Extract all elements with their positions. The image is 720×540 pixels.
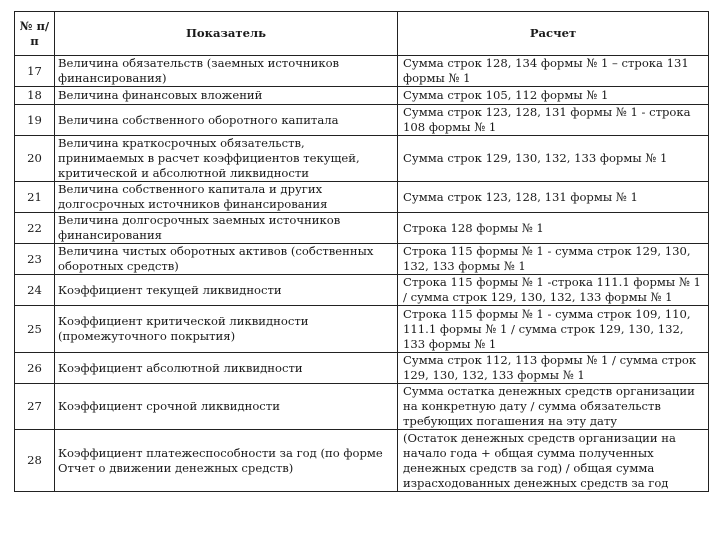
row-indicator: Коэффициент платежеспособности за год (по форме Отчет о движении денежных средств) [55, 430, 398, 492]
row-indicator: Величина краткосрочных обязательств, принимаемых в расчет коэффициентов текущей, критической и абсолютной ликвидности [55, 136, 398, 182]
table-row [15, 244, 709, 275]
table-row [15, 87, 709, 105]
row-indicator: Величина чистых оборотных активов (собственных оборотных средств) [55, 244, 398, 275]
table-body [15, 56, 709, 492]
row-indicator: Коэффициент абсолютной ликвидности [55, 353, 398, 384]
table-row [15, 306, 709, 353]
table-row [15, 182, 709, 213]
row-number: 26 [15, 353, 55, 384]
row-calculation: Сумма строк 112, 113 формы № 1 / сумма строк 129, 130, 132, 133 формы № 1 [398, 353, 709, 384]
row-number: 28 [15, 430, 55, 492]
row-number: 17 [15, 56, 55, 87]
table-header-row [15, 12, 709, 56]
row-indicator: Величина финансовых вложений [55, 87, 398, 105]
row-number: 20 [15, 136, 55, 182]
row-calculation: Строка 115 формы № 1 - сумма строк 109, 110, 111.1 формы № 1 / сумма строк 129, 130, 132, 133 формы № 1 [398, 306, 709, 353]
row-indicator: Величина собственного капитала и других долгосрочных источников финансирования [55, 182, 398, 213]
row-indicator: Коэффициент срочной ликвидности [55, 384, 398, 430]
table-row [15, 384, 709, 430]
row-number: 23 [15, 244, 55, 275]
table-row [15, 275, 709, 306]
row-indicator: Величина собственного оборотного капитала [55, 105, 398, 136]
row-calculation: Сумма строк 105, 112 формы № 1 [398, 87, 709, 105]
row-calculation: Сумма строк 129, 130, 132, 133 формы № 1 [398, 136, 709, 182]
row-number: 27 [15, 384, 55, 430]
row-calculation: Строка 128 формы № 1 [398, 213, 709, 244]
table-row [15, 430, 709, 492]
row-number: 22 [15, 213, 55, 244]
row-number: 19 [15, 105, 55, 136]
row-calculation: Строка 115 формы № 1 - сумма строк 129, 130, 132, 133 формы № 1 [398, 244, 709, 275]
table-row [15, 213, 709, 244]
row-calculation: Сумма строк 123, 128, 131 формы № 1 [398, 182, 709, 213]
row-indicator: Величина долгосрочных заемных источников финансирования [55, 213, 398, 244]
row-number: 18 [15, 87, 55, 105]
liquidity-indicators-table [14, 11, 709, 492]
row-number: 24 [15, 275, 55, 306]
row-indicator: Величина обязательств (заемных источников финансирования) [55, 56, 398, 87]
row-calculation: Сумма строк 128, 134 формы № 1 – строка 131 формы № 1 [398, 56, 709, 87]
row-calculation: Строка 115 формы № 1 -строка 111.1 формы № 1 / сумма строк 129, 130, 132, 133 формы № 1 [398, 275, 709, 306]
row-number: 21 [15, 182, 55, 213]
row-calculation: (Остаток денежных средств организации на начало года + общая сумма полученных денежных средств за год) / общая сумма израсходованных денежных средств за год [398, 430, 709, 492]
row-number: 25 [15, 306, 55, 353]
row-calculation: Сумма остатка денежных средств организации на конкретную дату / сумма обязательств требующих погашения на эту дату [398, 384, 709, 430]
table-row [15, 353, 709, 384]
table-row [15, 136, 709, 182]
row-indicator: Коэффициент текущей ликвидности [55, 275, 398, 306]
header-indicator: Показатель [55, 12, 398, 56]
row-indicator: Коэффициент критической ликвидности (промежуточного покрытия) [55, 306, 398, 353]
row-calculation: Сумма строк 123, 128, 131 формы № 1 - строка 108 формы № 1 [398, 105, 709, 136]
header-num: № п/п [15, 12, 55, 56]
header-calc: Расчет [398, 12, 709, 56]
table-row [15, 105, 709, 136]
table-row [15, 56, 709, 87]
